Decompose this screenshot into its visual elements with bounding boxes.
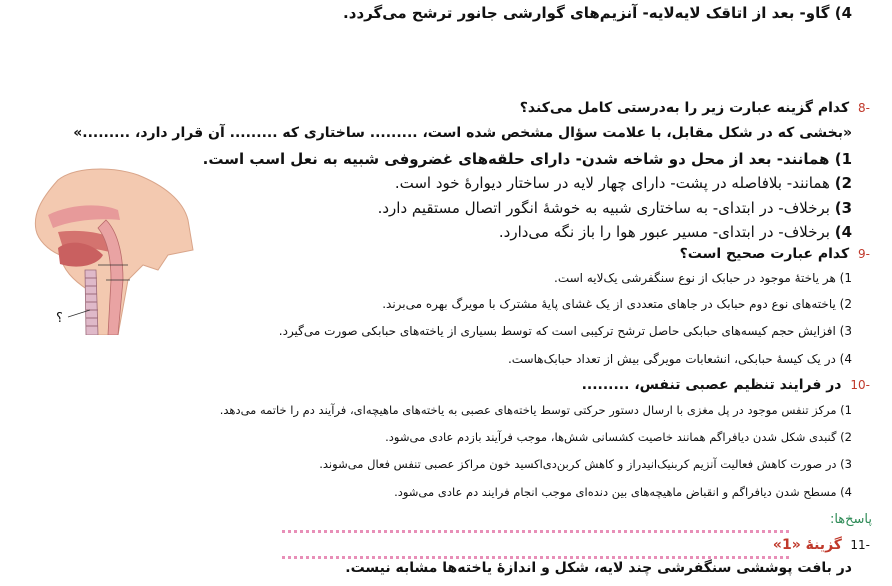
answers-heading: پاسخ‌ها: — [829, 512, 872, 527]
question-number: -9 — [858, 247, 870, 261]
question-8-title — [520, 100, 870, 116]
question-8-option-4: 4) برخلاف- در ابتدای- مسیر عبور هوا را باز نگه می‌دارد. — [498, 223, 852, 241]
question-9-option-3: 3) افزایش حجم کیسه‌های حبابکی حاصل ترشح ترکیبی است که توسط بسیاری از یاخته‌های حبابکی صورت می‌گیرد. — [278, 324, 852, 338]
question-10-option-3: 3) در صورت کاهش فعالیت آنزیم کربنیک‌انیدراز و کاهش کربن‌دی‌اکسید خون مراکز عصبی تنفس فعال می‌شوند. — [319, 457, 852, 471]
option-number: 4) — [834, 4, 852, 22]
question-10-title: -10 در فرایند تنظیم عصبی تنفس، ......... — [581, 377, 870, 393]
question-8-option-3: 3) برخلاف- در ابتدای- به ساختاری شبیه به خوشهٔ انگور اتصال مستقیم دارد. — [377, 199, 852, 217]
question-9-title: -9 کدام عبارت صحیح است؟ — [679, 246, 870, 262]
wavy-divider — [282, 556, 792, 559]
question-number: -10 — [850, 378, 870, 392]
question-9-option-2: 2) یاخته‌های نوع دوم حبابک در جاهای متعددی از یک غشای پایهٔ مشترک با مویرگ بهره می‌برند. — [382, 297, 852, 311]
wavy-divider — [282, 530, 792, 533]
question-number: -8 — [858, 101, 870, 115]
answer-number: -11 — [850, 538, 870, 552]
question-9-option-1: 1) هر یاختهٔ موجود در حبابک از نوع سنگفرشی یک‌لایه است. — [554, 271, 852, 285]
answer-11 — [773, 537, 870, 553]
question-10-option-2: 2) گنبدی شکل شدن دیافراگم همانند خاصیت کشسانی شش‌ها، موجب فرآیند بازدم عادی می‌شود. — [385, 430, 852, 444]
question-10-option-1: 1) مرکز تنفس موجود در پل مغزی با ارسال دستور حرکتی توسط یاخته‌های عصبی به یاخته‌های ماهیچه‌ای، فرآیند دم را خاتمه می‌دهد. — [219, 403, 852, 417]
question-8-statement: «بخشی که در شکل مقابل، با علامت سؤال مشخص شده است، ......... ساختاری که ......... آن قرار دارد، .........» — [73, 125, 852, 141]
answer-11-text: در بافت پوششی سنگفرشی چند لایه، شکل و اندازهٔ یاخته‌ها مشابه نیست. — [345, 560, 852, 576]
top-option — [343, 4, 852, 22]
question-8-option-1: 1) همانند- بعد از محل دو شاخه شدن- دارای حلقه‌های غضروفی شبیه به نعل اسب است. — [202, 150, 852, 168]
question-marker: ؟ — [56, 311, 63, 326]
question-10-option-4: 4) مسطح شدن دیافراگم و انقباض ماهیچه‌های بین دنده‌ای موجب انجام فرایند دم عادی می‌شود. — [394, 485, 852, 499]
answer-label: گزینهٔ «1» — [772, 537, 842, 553]
question-9-option-4: 4) در یک کیسهٔ حبابکی، انشعابات مویرگی بیش از تعداد حبابک‌هاست. — [507, 352, 852, 366]
option-text: گاو- بعد از اتاقک لایه‌لایه- آنزیم‌های گوارشی جانور ترشح می‌گردد. — [343, 4, 830, 22]
question-8-option-2: 2) همانند- بلافاصله در پشت- دارای چهار لایه در ساختار دیوارهٔ خود است. — [394, 174, 852, 192]
question-text: کدام گزینه عبارت زیر را به‌درستی کامل می‌کند؟ — [519, 100, 850, 116]
respiratory-tract-figure — [18, 160, 198, 335]
